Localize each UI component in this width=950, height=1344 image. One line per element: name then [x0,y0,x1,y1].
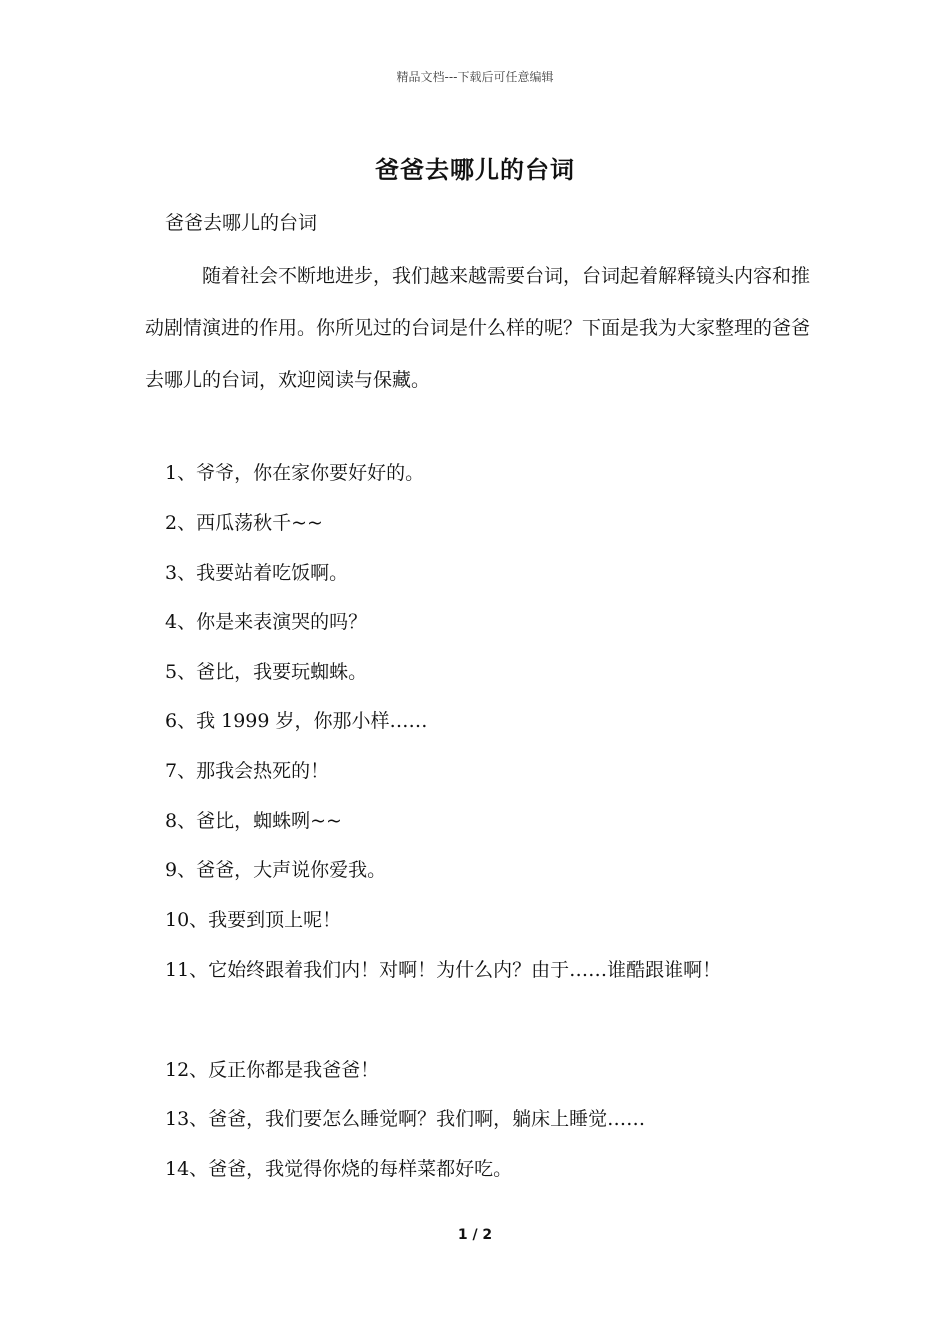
quote-item-4: 4、你是来表演哭的吗？ [165,611,368,633]
quote-item-12: 12、反正你都是我爸爸！ [165,1059,380,1081]
quote-item-13: 13、爸爸，我们要怎么睡觉啊？我们啊，躺床上睡觉…… [165,1108,646,1130]
quote-item-5: 5、爸比，我要玩蜘蛛。 [165,661,368,683]
quote-item-7: 7、那我会热死的！ [165,760,330,782]
quote-item-1: 1、爷爷，你在家你要好好的。 [165,462,425,484]
quote-item-2: 2、西瓜荡秋千~~ [165,512,323,534]
quote-item-3: 3、我要站着吃饭啊。 [165,562,349,584]
quote-item-8: 8、爸比，蜘蛛咧~~ [165,810,342,832]
document-subtitle: 爸爸去哪儿的台词 [165,212,318,234]
quote-item-14: 14、爸爸，我觉得你烧的每样菜都好吃。 [165,1158,513,1180]
quote-item-6: 6、我 1999 岁，你那小样…… [165,710,428,732]
document-title: 爸爸去哪儿的台词 [375,155,575,184]
header-note: 精品文档---下载后可任意编辑 [396,70,554,84]
quote-item-9: 9、爸爸，大声说你爱我。 [165,859,387,881]
quote-item-11: 11、它始终跟着我们内！对啊！为什么内？由于……谁酷跟谁啊！ [165,959,722,981]
page-number: 1 / 2 [457,1227,493,1243]
quote-item-10: 10、我要到顶上呢！ [165,909,342,931]
intro-paragraph: 随着社会不断地进步，我们越来越需要台词，台词起着解释镜头内容和推动剧情演进的作用。你所见过的台词是什么样的呢？下面是我为大家整理的爸爸去哪儿的台词，欢迎阅读与保藏。 [145,265,811,391]
